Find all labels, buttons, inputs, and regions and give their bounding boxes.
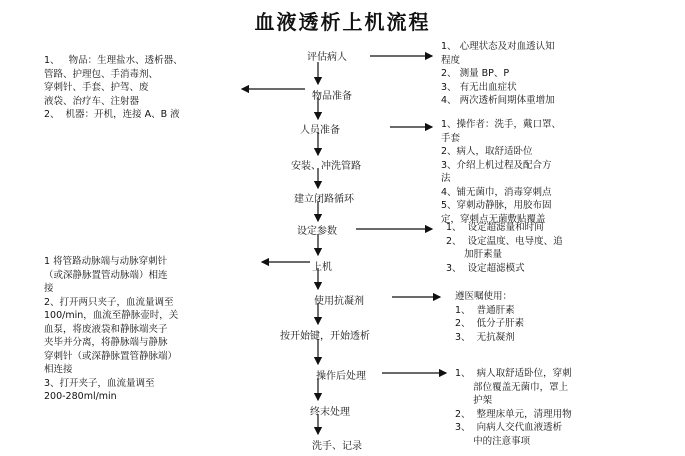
note-post-process: 1、 病人取舒适卧位，穿刺 部位覆盖无菌巾，罩上 护架 2、 整理床单元，清理用物 3、 向病人交代血液透析 中的注意事项 xyxy=(455,368,572,447)
step-terminal-process: 终末处理 xyxy=(310,407,350,418)
step-assess-patient: 评估病人 xyxy=(307,52,347,63)
step-prepare-staff: 人员准备 xyxy=(300,125,340,136)
step-post-process: 操作后处理 xyxy=(316,371,366,382)
note-staff: 1、操作者：洗手，戴口罩、 手套 2、病人，取舒适卧位 3、介绍上机过程及配合方 法 4、铺无菌巾，消毒穿刺点 5、穿刺动静脉，用胶布固 定，穿刺点无菌敷贴覆盖 xyxy=(441,119,562,225)
step-prepare-supplies: 物品准备 xyxy=(312,91,352,102)
step-set-params: 设定参数 xyxy=(297,226,337,237)
note-assess: 1、 心理状态及对血透认知 程度 2、 测量 BP、P 3、 有无出血症状 4、 两次透析间期体重增加 xyxy=(441,41,555,106)
step-connect: 上机 xyxy=(312,262,332,273)
note-connect: 1 将管路动脉端与动脉穿刺针 （或深静脉置管动脉端）相连 接 2、打开两只夹子，血流量调至 100/min，血流至静脉壶时，关 血泵，将废液袋和静脉端夹子 夹毕并分离，将静脉端与静脉 穿刺针（或深静脉置管静脉端） 相连接 3、打开夹子，血流量调至 200-280ml/min xyxy=(44,256,179,402)
step-install-flush: 安装、冲洗管路 xyxy=(291,161,361,172)
step-closed-loop: 建立闭路循环 xyxy=(294,194,354,205)
note-anticoagulant: 遵医嘱使用： 1、 普通肝素 2、 低分子肝素 3、 无抗凝剂 xyxy=(455,291,525,343)
note-supplies: 1、 物品：生理盐水、透析器、 管路、护理包、手消毒剂、 穿刺针、手套、护驾、废 液袋、治疗车、注射器 2、 机器：开机，连接 A、B 液 xyxy=(44,55,183,120)
step-start-dialysis: 按开始键，开始透析 xyxy=(280,331,370,342)
page-title: 血液透析上机流程 xyxy=(254,10,431,34)
note-params: 1、 设定超滤量和时间 2、 设定温度、电导度、追 加肝素量 3、 设定超滤模式 xyxy=(446,222,563,274)
step-wash-record: 洗手、记录 xyxy=(312,441,362,452)
step-anticoagulant: 使用抗凝剂 xyxy=(314,296,364,307)
